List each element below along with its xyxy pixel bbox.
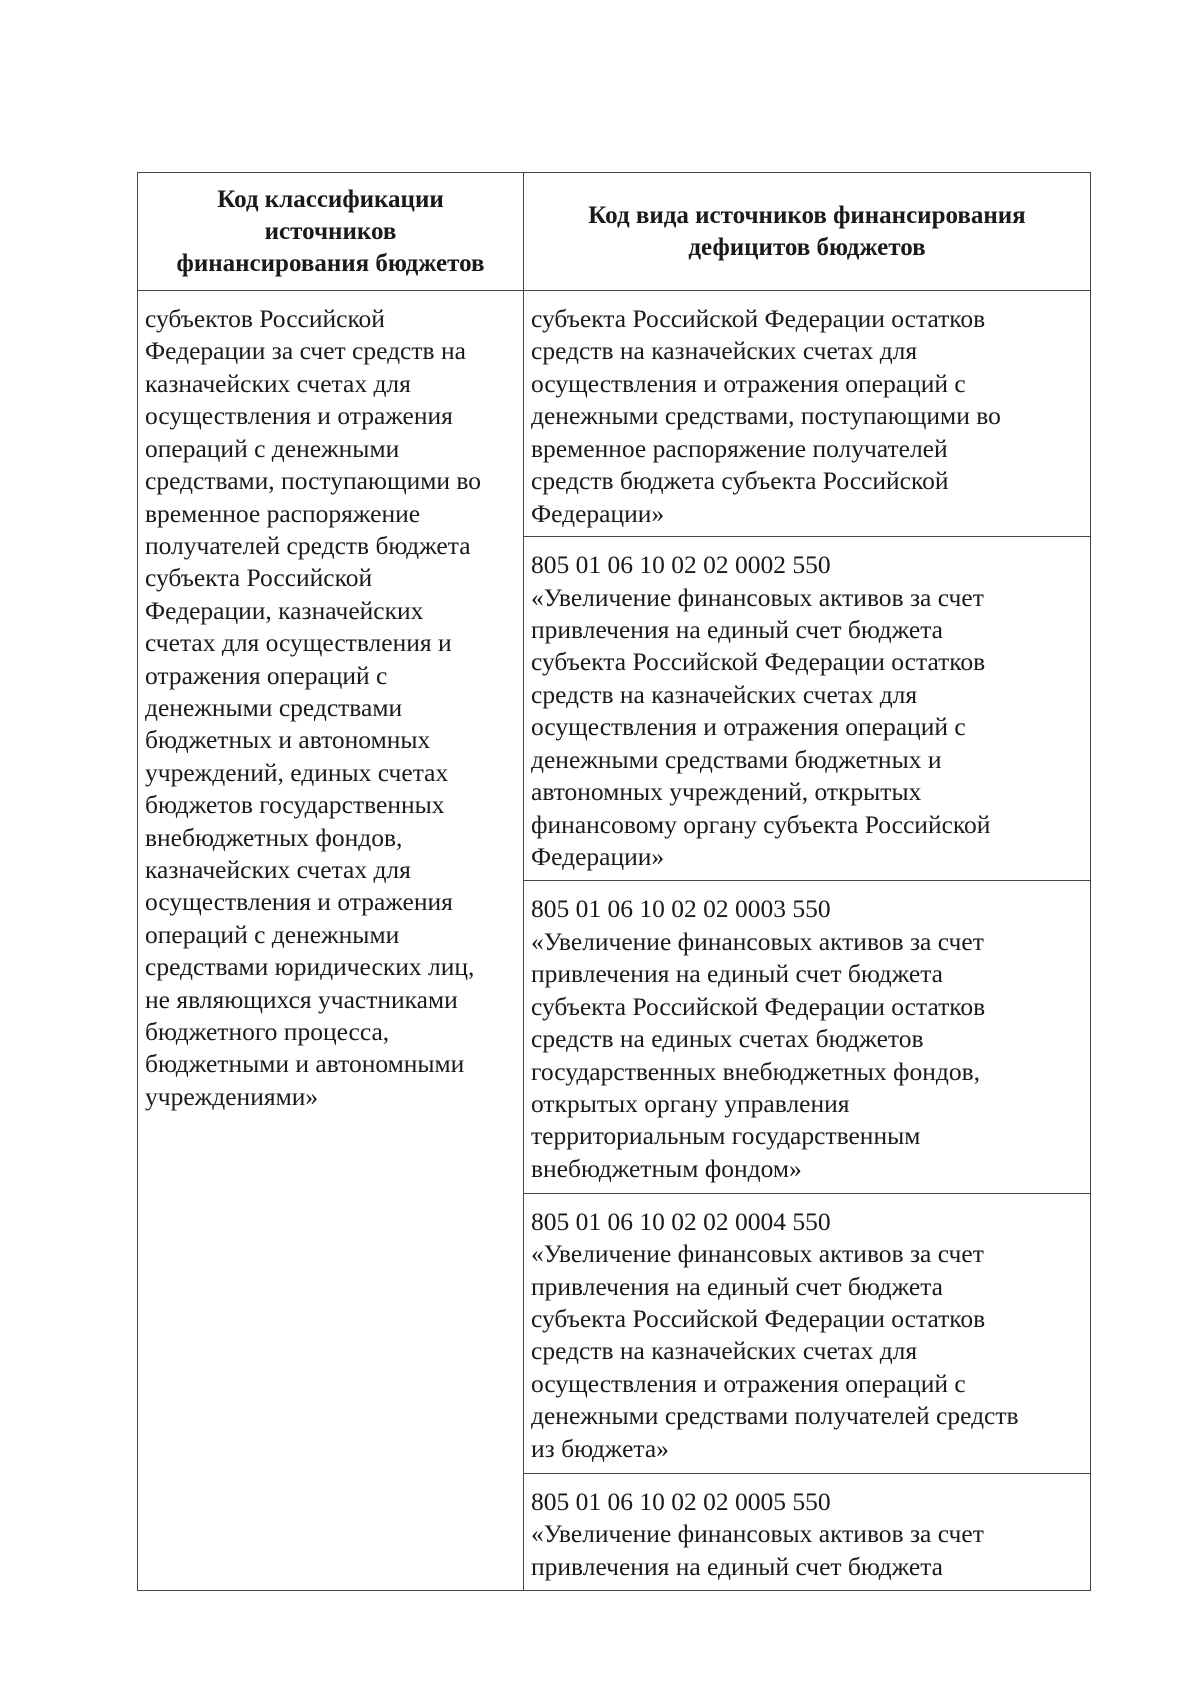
text-line: средствами юридических лиц, — [145, 952, 475, 982]
header-line: Код вида источников финансирования — [588, 201, 1026, 229]
left-classification-cell — [138, 291, 524, 1591]
header-line: финансирования бюджетов — [176, 249, 485, 277]
text-line: внебюджетным фондом» — [531, 1153, 802, 1183]
text-line: «Увеличение финансовых активов за счет — [531, 926, 984, 956]
text-line: «Увеличение финансовых активов за счет — [531, 1519, 984, 1549]
right-cell — [524, 881, 1091, 1193]
text-line: субъекта Российской Федерации остатков — [531, 1303, 986, 1333]
text-line: субъекта Российской Федерации остатков — [531, 991, 986, 1021]
text-line: привлечения на единый счет бюджета — [531, 959, 943, 989]
text-line: учреждениями» — [145, 1081, 319, 1111]
text-line: автономных учреждений, открытых — [531, 777, 922, 807]
table-row — [138, 291, 1091, 537]
text-line: средств на казначейских счетах для — [531, 1336, 918, 1366]
right-cell-text — [524, 537, 1090, 879]
classification-table — [137, 172, 1091, 1591]
text-line: «Увеличение финансовых активов за счет — [531, 582, 984, 612]
text-line: денежными средствами получателей средств — [531, 1401, 1019, 1431]
header-line: дефицитов бюджетов — [688, 233, 926, 261]
text-line: денежными средствами бюджетных и — [531, 744, 942, 774]
text-line: казначейских счетах для — [145, 368, 411, 398]
text-line: бюджетного процесса, — [145, 1017, 390, 1047]
text-line: «Увеличение финансовых активов за счет — [531, 1239, 984, 1269]
text-line: привлечения на единый счет бюджета — [531, 1551, 943, 1581]
text-line: получателей средств бюджета — [145, 530, 471, 560]
text-line: Федерации за счет средств на — [145, 336, 466, 366]
header-line: Код классификации — [217, 185, 444, 213]
text-line: средствами, поступающими во — [145, 466, 482, 496]
text-line: привлечения на единый счет бюджета — [531, 615, 943, 645]
text-line: 805 01 06 10 02 02 0003 550 — [531, 894, 831, 924]
text-line: осуществления и отражения операций с — [531, 712, 966, 742]
text-line: 805 01 06 10 02 02 0002 550 — [531, 550, 831, 580]
text-line: операций с денежными — [145, 919, 400, 949]
text-line: 805 01 06 10 02 02 0005 550 — [531, 1486, 831, 1516]
text-line: Федерации, казначейских — [145, 595, 424, 625]
text-line: субъектов Российской — [145, 304, 385, 334]
text-line: счетах для осуществления и — [145, 628, 452, 658]
text-line: осуществления и отражения операций с — [531, 368, 966, 398]
text-line: осуществления и отражения — [145, 401, 453, 431]
text-line: открытых органу управления — [531, 1088, 850, 1118]
header-line: источников — [264, 217, 397, 245]
right-cell — [524, 1193, 1091, 1473]
text-line: казначейских счетах для — [145, 854, 411, 884]
text-line: субъекта Российской Федерации остатков — [531, 304, 986, 334]
text-line: операций с денежными — [145, 433, 400, 463]
text-line: не являющихся участниками — [145, 984, 458, 1014]
right-cell-text — [524, 291, 1090, 536]
text-line: субъекта Российской Федерации остатков — [531, 647, 986, 677]
left-cell-text — [138, 291, 523, 1119]
text-line: финансовому органу субъекта Российской — [531, 809, 991, 839]
header-source-type-code — [524, 173, 1091, 291]
text-line: внебюджетных фондов, — [145, 822, 403, 852]
text-line: привлечения на единый счет бюджета — [531, 1271, 943, 1301]
text-line: бюджетными и автономными — [145, 1049, 465, 1079]
text-line: субъекта Российской — [145, 563, 373, 593]
text-line: денежными средствами — [145, 692, 403, 722]
text-line: денежными средствами, поступающими во — [531, 401, 1001, 431]
right-cell-text — [524, 1474, 1090, 1589]
text-line: средств на казначейских счетах для — [531, 336, 918, 366]
text-line: 805 01 06 10 02 02 0004 550 — [531, 1206, 831, 1236]
text-line: временное распоряжение — [145, 498, 421, 528]
text-line: средств на казначейских счетах для — [531, 679, 918, 709]
table-header-row — [138, 173, 1091, 291]
text-line: Федерации» — [531, 498, 665, 528]
text-line: осуществления и отражения операций с — [531, 1368, 966, 1398]
text-line: средств на единых счетах бюджетов — [531, 1024, 924, 1054]
right-cell — [524, 1473, 1091, 1590]
text-line: учреждений, единых счетах — [145, 757, 449, 787]
text-line: территориальным государственным — [531, 1121, 921, 1151]
text-line: осуществления и отражения — [145, 887, 453, 917]
right-cell — [524, 291, 1091, 537]
text-line: из бюджета» — [531, 1433, 669, 1463]
right-cell-text — [524, 881, 1090, 1191]
text-line: временное распоряжение получателей — [531, 433, 948, 463]
text-line: средств бюджета субъекта Российской — [531, 466, 949, 496]
text-line: отражения операций с — [145, 660, 388, 690]
text-line: государственных внебюджетных фондов, — [531, 1056, 981, 1086]
header-classification-code — [138, 173, 524, 291]
text-line: бюджетов государственных — [145, 790, 445, 820]
text-line: Федерации» — [531, 841, 665, 871]
right-cell-text — [524, 1194, 1090, 1471]
text-line: бюджетных и автономных — [145, 725, 431, 755]
right-cell — [524, 537, 1091, 881]
